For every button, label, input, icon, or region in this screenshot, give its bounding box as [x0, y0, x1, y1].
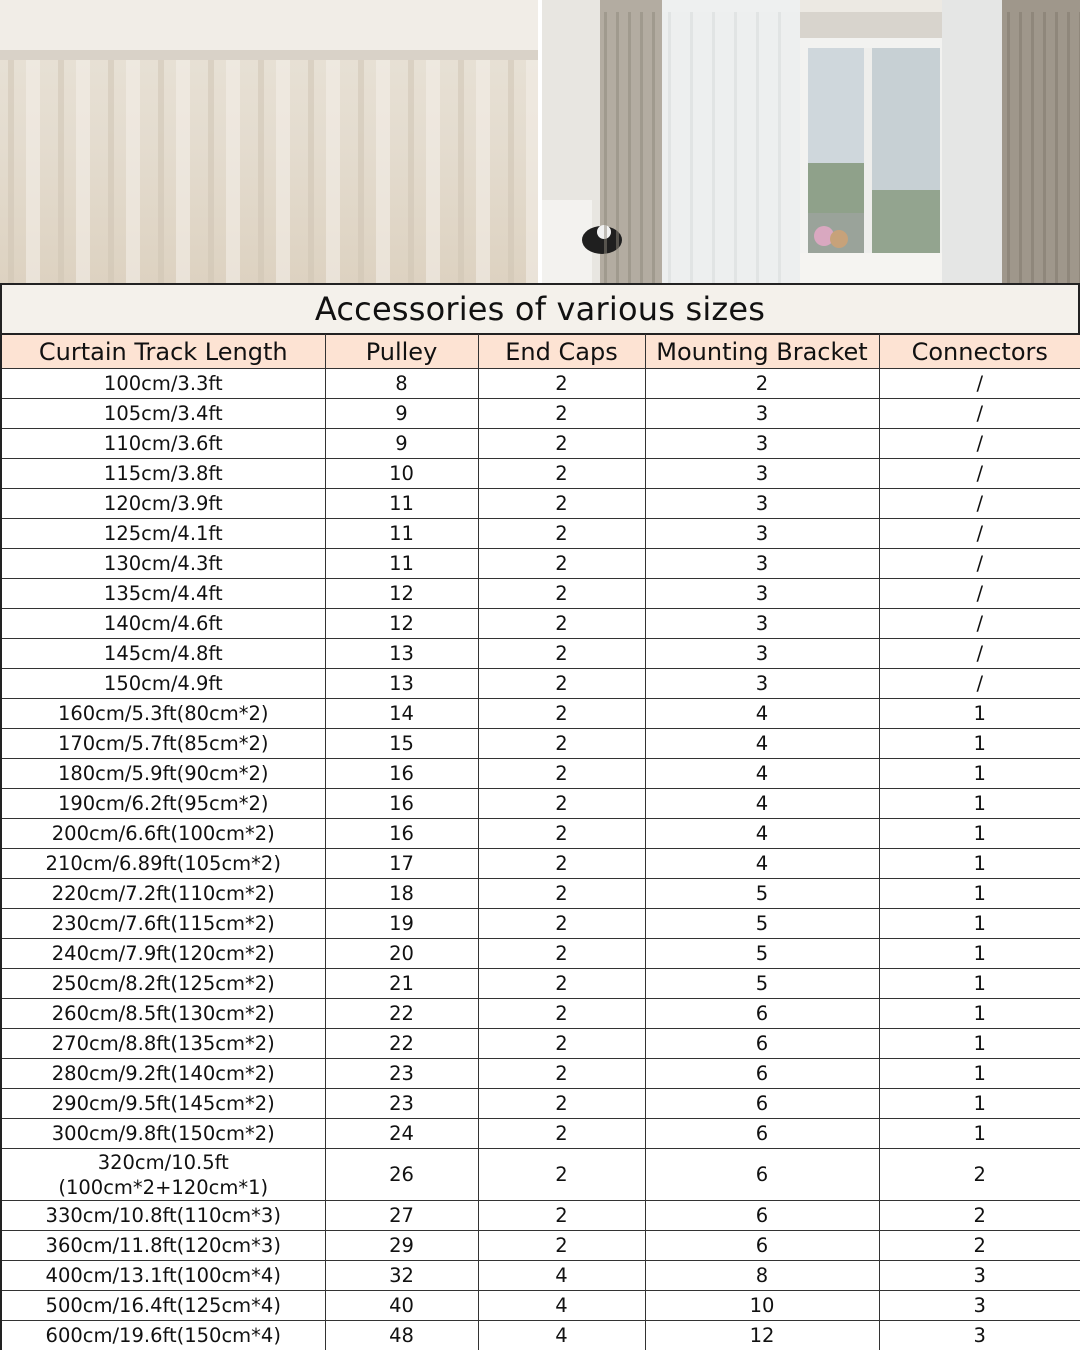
- cell-track-length: 140cm/4.6ft: [1, 609, 325, 639]
- cell-track-length: 400cm/13.1ft(100cm*4): [1, 1261, 325, 1291]
- table-row: [1, 909, 1080, 939]
- cell-mounting-bracket: 3: [645, 459, 879, 489]
- cell-track-length: 150cm/4.9ft: [1, 669, 325, 699]
- cell-track-length: 190cm/6.2ft(95cm*2): [1, 789, 325, 819]
- cell-track-length: 260cm/8.5ft(130cm*2): [1, 999, 325, 1029]
- cell-pulley: 22: [325, 1029, 478, 1059]
- table-row: [1, 1029, 1080, 1059]
- cell-connectors: /: [879, 459, 1080, 489]
- cell-mounting-bracket: 5: [645, 969, 879, 999]
- cell-end-caps: 2: [478, 429, 645, 459]
- cell-pulley: 26: [325, 1149, 478, 1201]
- cell-mounting-bracket: 4: [645, 729, 879, 759]
- cell-pulley: 21: [325, 969, 478, 999]
- cell-connectors: 3: [879, 1261, 1080, 1291]
- cell-connectors: 1: [879, 759, 1080, 789]
- cell-connectors: 1: [879, 1089, 1080, 1119]
- cell-connectors: 1: [879, 939, 1080, 969]
- cell-end-caps: 2: [478, 1089, 645, 1119]
- cell-mounting-bracket: 5: [645, 939, 879, 969]
- cell-mounting-bracket: 3: [645, 549, 879, 579]
- cell-pulley: 23: [325, 1089, 478, 1119]
- cell-track-length: 320cm/10.5ft (100cm*2+120cm*1): [1, 1149, 325, 1201]
- table-row: [1, 939, 1080, 969]
- cell-track-length: 170cm/5.7ft(85cm*2): [1, 729, 325, 759]
- cell-connectors: 1: [879, 969, 1080, 999]
- cell-pulley: 15: [325, 729, 478, 759]
- cell-end-caps: 2: [478, 849, 645, 879]
- cell-pulley: 24: [325, 1119, 478, 1149]
- cell-track-length: 160cm/5.3ft(80cm*2): [1, 699, 325, 729]
- cell-pulley: 23: [325, 1059, 478, 1089]
- cell-mounting-bracket: 8: [645, 1261, 879, 1291]
- table-row: [1, 1291, 1080, 1321]
- cell-pulley: 16: [325, 759, 478, 789]
- cell-end-caps: 2: [478, 999, 645, 1029]
- cell-connectors: /: [879, 549, 1080, 579]
- cell-end-caps: 2: [478, 369, 645, 399]
- cell-pulley: 9: [325, 429, 478, 459]
- cell-track-length: 230cm/7.6ft(115cm*2): [1, 909, 325, 939]
- table-row: [1, 759, 1080, 789]
- cell-mounting-bracket: 5: [645, 879, 879, 909]
- cell-track-length: 110cm/3.6ft: [1, 429, 325, 459]
- table-body: [1, 369, 1080, 1350]
- table-row: [1, 609, 1080, 639]
- cell-pulley: 48: [325, 1321, 478, 1350]
- cell-track-length: 330cm/10.8ft(110cm*3): [1, 1201, 325, 1231]
- cell-track-length: 250cm/8.2ft(125cm*2): [1, 969, 325, 999]
- cell-pulley: 12: [325, 579, 478, 609]
- table-row: [1, 489, 1080, 519]
- cell-pulley: 11: [325, 489, 478, 519]
- cell-connectors: /: [879, 579, 1080, 609]
- cell-end-caps: 2: [478, 579, 645, 609]
- cell-track-length: 290cm/9.5ft(145cm*2): [1, 1089, 325, 1119]
- cell-end-caps: 4: [478, 1321, 645, 1350]
- table-row: [1, 969, 1080, 999]
- table-row: [1, 789, 1080, 819]
- cell-mounting-bracket: 6: [645, 1059, 879, 1089]
- cell-connectors: /: [879, 639, 1080, 669]
- photo-strip: [0, 0, 1080, 283]
- cell-end-caps: 2: [478, 729, 645, 759]
- cell-pulley: 11: [325, 519, 478, 549]
- cell-track-length: 600cm/19.6ft(150cm*4): [1, 1321, 325, 1350]
- cell-mounting-bracket: 3: [645, 489, 879, 519]
- cell-end-caps: 2: [478, 459, 645, 489]
- cell-track-length: 135cm/4.4ft: [1, 579, 325, 609]
- cell-end-caps: 2: [478, 609, 645, 639]
- cell-end-caps: 2: [478, 1231, 645, 1261]
- cell-connectors: /: [879, 369, 1080, 399]
- cell-pulley: 18: [325, 879, 478, 909]
- cell-mounting-bracket: 6: [645, 1201, 879, 1231]
- cell-mounting-bracket: 3: [645, 429, 879, 459]
- cell-track-length: 220cm/7.2ft(110cm*2): [1, 879, 325, 909]
- table-row: [1, 459, 1080, 489]
- cell-connectors: 1: [879, 819, 1080, 849]
- cell-connectors: 1: [879, 1119, 1080, 1149]
- cell-end-caps: 2: [478, 669, 645, 699]
- cell-mounting-bracket: 3: [645, 399, 879, 429]
- cell-track-length: 100cm/3.3ft: [1, 369, 325, 399]
- cell-mounting-bracket: 6: [645, 1029, 879, 1059]
- cell-connectors: 1: [879, 999, 1080, 1029]
- cell-end-caps: 2: [478, 1029, 645, 1059]
- cell-connectors: 3: [879, 1291, 1080, 1321]
- table-row: [1, 849, 1080, 879]
- cell-pulley: 13: [325, 669, 478, 699]
- cell-end-caps: 2: [478, 789, 645, 819]
- table-row: [1, 549, 1080, 579]
- cell-pulley: 27: [325, 1201, 478, 1231]
- column-header-pulley: Pulley: [325, 335, 478, 369]
- cell-end-caps: 2: [478, 519, 645, 549]
- column-header-mounting-bracket: Mounting Bracket: [645, 335, 879, 369]
- cell-end-caps: 2: [478, 1149, 645, 1201]
- cell-mounting-bracket: 3: [645, 639, 879, 669]
- table-row: [1, 1149, 1080, 1201]
- table-row: [1, 429, 1080, 459]
- table-row: [1, 1059, 1080, 1089]
- table-row: [1, 1231, 1080, 1261]
- cell-pulley: 29: [325, 1231, 478, 1261]
- cell-pulley: 17: [325, 849, 478, 879]
- cell-mounting-bracket: 6: [645, 1231, 879, 1261]
- cell-mounting-bracket: 12: [645, 1321, 879, 1350]
- cell-track-length: 120cm/3.9ft: [1, 489, 325, 519]
- cell-mounting-bracket: 6: [645, 1119, 879, 1149]
- cell-track-length: 300cm/9.8ft(150cm*2): [1, 1119, 325, 1149]
- cell-end-caps: 2: [478, 909, 645, 939]
- cell-mounting-bracket: 5: [645, 909, 879, 939]
- cell-end-caps: 2: [478, 639, 645, 669]
- cell-end-caps: 2: [478, 879, 645, 909]
- cell-mounting-bracket: 4: [645, 699, 879, 729]
- page-title: Accessories of various sizes: [314, 290, 766, 328]
- table-row: [1, 819, 1080, 849]
- cell-connectors: 1: [879, 729, 1080, 759]
- cell-end-caps: 2: [478, 759, 645, 789]
- cell-connectors: 1: [879, 789, 1080, 819]
- cell-mounting-bracket: 6: [645, 1089, 879, 1119]
- table-row: [1, 519, 1080, 549]
- cell-end-caps: 4: [478, 1291, 645, 1321]
- cell-end-caps: 2: [478, 819, 645, 849]
- cell-end-caps: 4: [478, 1261, 645, 1291]
- column-header-connectors: Connectors: [879, 335, 1080, 369]
- cell-track-length: 270cm/8.8ft(135cm*2): [1, 1029, 325, 1059]
- column-header-track-length: Curtain Track Length: [1, 335, 325, 369]
- cell-mounting-bracket: 6: [645, 1149, 879, 1201]
- cell-connectors: 1: [879, 699, 1080, 729]
- table-row: [1, 1119, 1080, 1149]
- cell-mounting-bracket: 3: [645, 609, 879, 639]
- table-row: [1, 639, 1080, 669]
- cell-pulley: 22: [325, 999, 478, 1029]
- sheer-curtain-closeup-photo: [0, 0, 538, 283]
- cell-connectors: /: [879, 429, 1080, 459]
- table-row: [1, 999, 1080, 1029]
- cell-track-length: 115cm/3.8ft: [1, 459, 325, 489]
- cell-connectors: 1: [879, 879, 1080, 909]
- cell-pulley: 16: [325, 789, 478, 819]
- cell-track-length: 180cm/5.9ft(90cm*2): [1, 759, 325, 789]
- table-header-row: [1, 335, 1080, 369]
- column-header-end-caps: End Caps: [478, 335, 645, 369]
- cell-mounting-bracket: 4: [645, 819, 879, 849]
- cell-pulley: 9: [325, 399, 478, 429]
- table-title-bar: [0, 283, 1080, 334]
- cell-connectors: /: [879, 489, 1080, 519]
- cell-track-length: 130cm/4.3ft: [1, 549, 325, 579]
- cell-mounting-bracket: 2: [645, 369, 879, 399]
- table-row: [1, 1321, 1080, 1350]
- cell-track-length: 145cm/4.8ft: [1, 639, 325, 669]
- cell-end-caps: 2: [478, 489, 645, 519]
- cell-pulley: 19: [325, 909, 478, 939]
- table-row: [1, 879, 1080, 909]
- cell-connectors: 1: [879, 1029, 1080, 1059]
- cell-connectors: /: [879, 399, 1080, 429]
- cell-mounting-bracket: 3: [645, 519, 879, 549]
- cell-pulley: 14: [325, 699, 478, 729]
- cell-mounting-bracket: 4: [645, 759, 879, 789]
- table-row: [1, 1089, 1080, 1119]
- cell-track-length: 200cm/6.6ft(100cm*2): [1, 819, 325, 849]
- accessories-table-section: [0, 283, 1080, 1350]
- cell-end-caps: 2: [478, 1201, 645, 1231]
- table-row: [1, 1261, 1080, 1291]
- cell-pulley: 8: [325, 369, 478, 399]
- cell-connectors: /: [879, 669, 1080, 699]
- cell-pulley: 16: [325, 819, 478, 849]
- cell-pulley: 32: [325, 1261, 478, 1291]
- cell-end-caps: 2: [478, 399, 645, 429]
- table-row: [1, 729, 1080, 759]
- cell-mounting-bracket: 3: [645, 579, 879, 609]
- room-window-curtains-photo: [542, 0, 1080, 283]
- cell-pulley: 11: [325, 549, 478, 579]
- cell-connectors: 2: [879, 1149, 1080, 1201]
- table-row: [1, 669, 1080, 699]
- table-row: [1, 699, 1080, 729]
- cell-end-caps: 2: [478, 969, 645, 999]
- cell-connectors: 1: [879, 1059, 1080, 1089]
- cell-pulley: 12: [325, 609, 478, 639]
- cell-mounting-bracket: 10: [645, 1291, 879, 1321]
- cell-pulley: 13: [325, 639, 478, 669]
- cell-track-length: 125cm/4.1ft: [1, 519, 325, 549]
- cell-end-caps: 2: [478, 939, 645, 969]
- cell-mounting-bracket: 3: [645, 669, 879, 699]
- cell-track-length: 280cm/9.2ft(140cm*2): [1, 1059, 325, 1089]
- accessories-table: [0, 334, 1080, 1350]
- cell-pulley: 10: [325, 459, 478, 489]
- cell-track-length: 360cm/11.8ft(120cm*3): [1, 1231, 325, 1261]
- cell-track-length: 105cm/3.4ft: [1, 399, 325, 429]
- cell-connectors: 1: [879, 849, 1080, 879]
- cell-pulley: 20: [325, 939, 478, 969]
- cell-connectors: 3: [879, 1321, 1080, 1350]
- cell-connectors: 2: [879, 1201, 1080, 1231]
- cell-connectors: 2: [879, 1231, 1080, 1261]
- table-row: [1, 579, 1080, 609]
- cell-mounting-bracket: 4: [645, 849, 879, 879]
- cell-connectors: /: [879, 519, 1080, 549]
- cell-end-caps: 2: [478, 1059, 645, 1089]
- table-row: [1, 1201, 1080, 1231]
- cell-track-length: 210cm/6.89ft(105cm*2): [1, 849, 325, 879]
- cell-connectors: /: [879, 609, 1080, 639]
- cell-pulley: 40: [325, 1291, 478, 1321]
- cell-track-length: 240cm/7.9ft(120cm*2): [1, 939, 325, 969]
- table-row: [1, 369, 1080, 399]
- cell-end-caps: 2: [478, 699, 645, 729]
- table-row: [1, 399, 1080, 429]
- cell-connectors: 1: [879, 909, 1080, 939]
- cell-mounting-bracket: 4: [645, 789, 879, 819]
- cell-track-length: 500cm/16.4ft(125cm*4): [1, 1291, 325, 1321]
- cell-mounting-bracket: 6: [645, 999, 879, 1029]
- cell-end-caps: 2: [478, 549, 645, 579]
- cell-end-caps: 2: [478, 1119, 645, 1149]
